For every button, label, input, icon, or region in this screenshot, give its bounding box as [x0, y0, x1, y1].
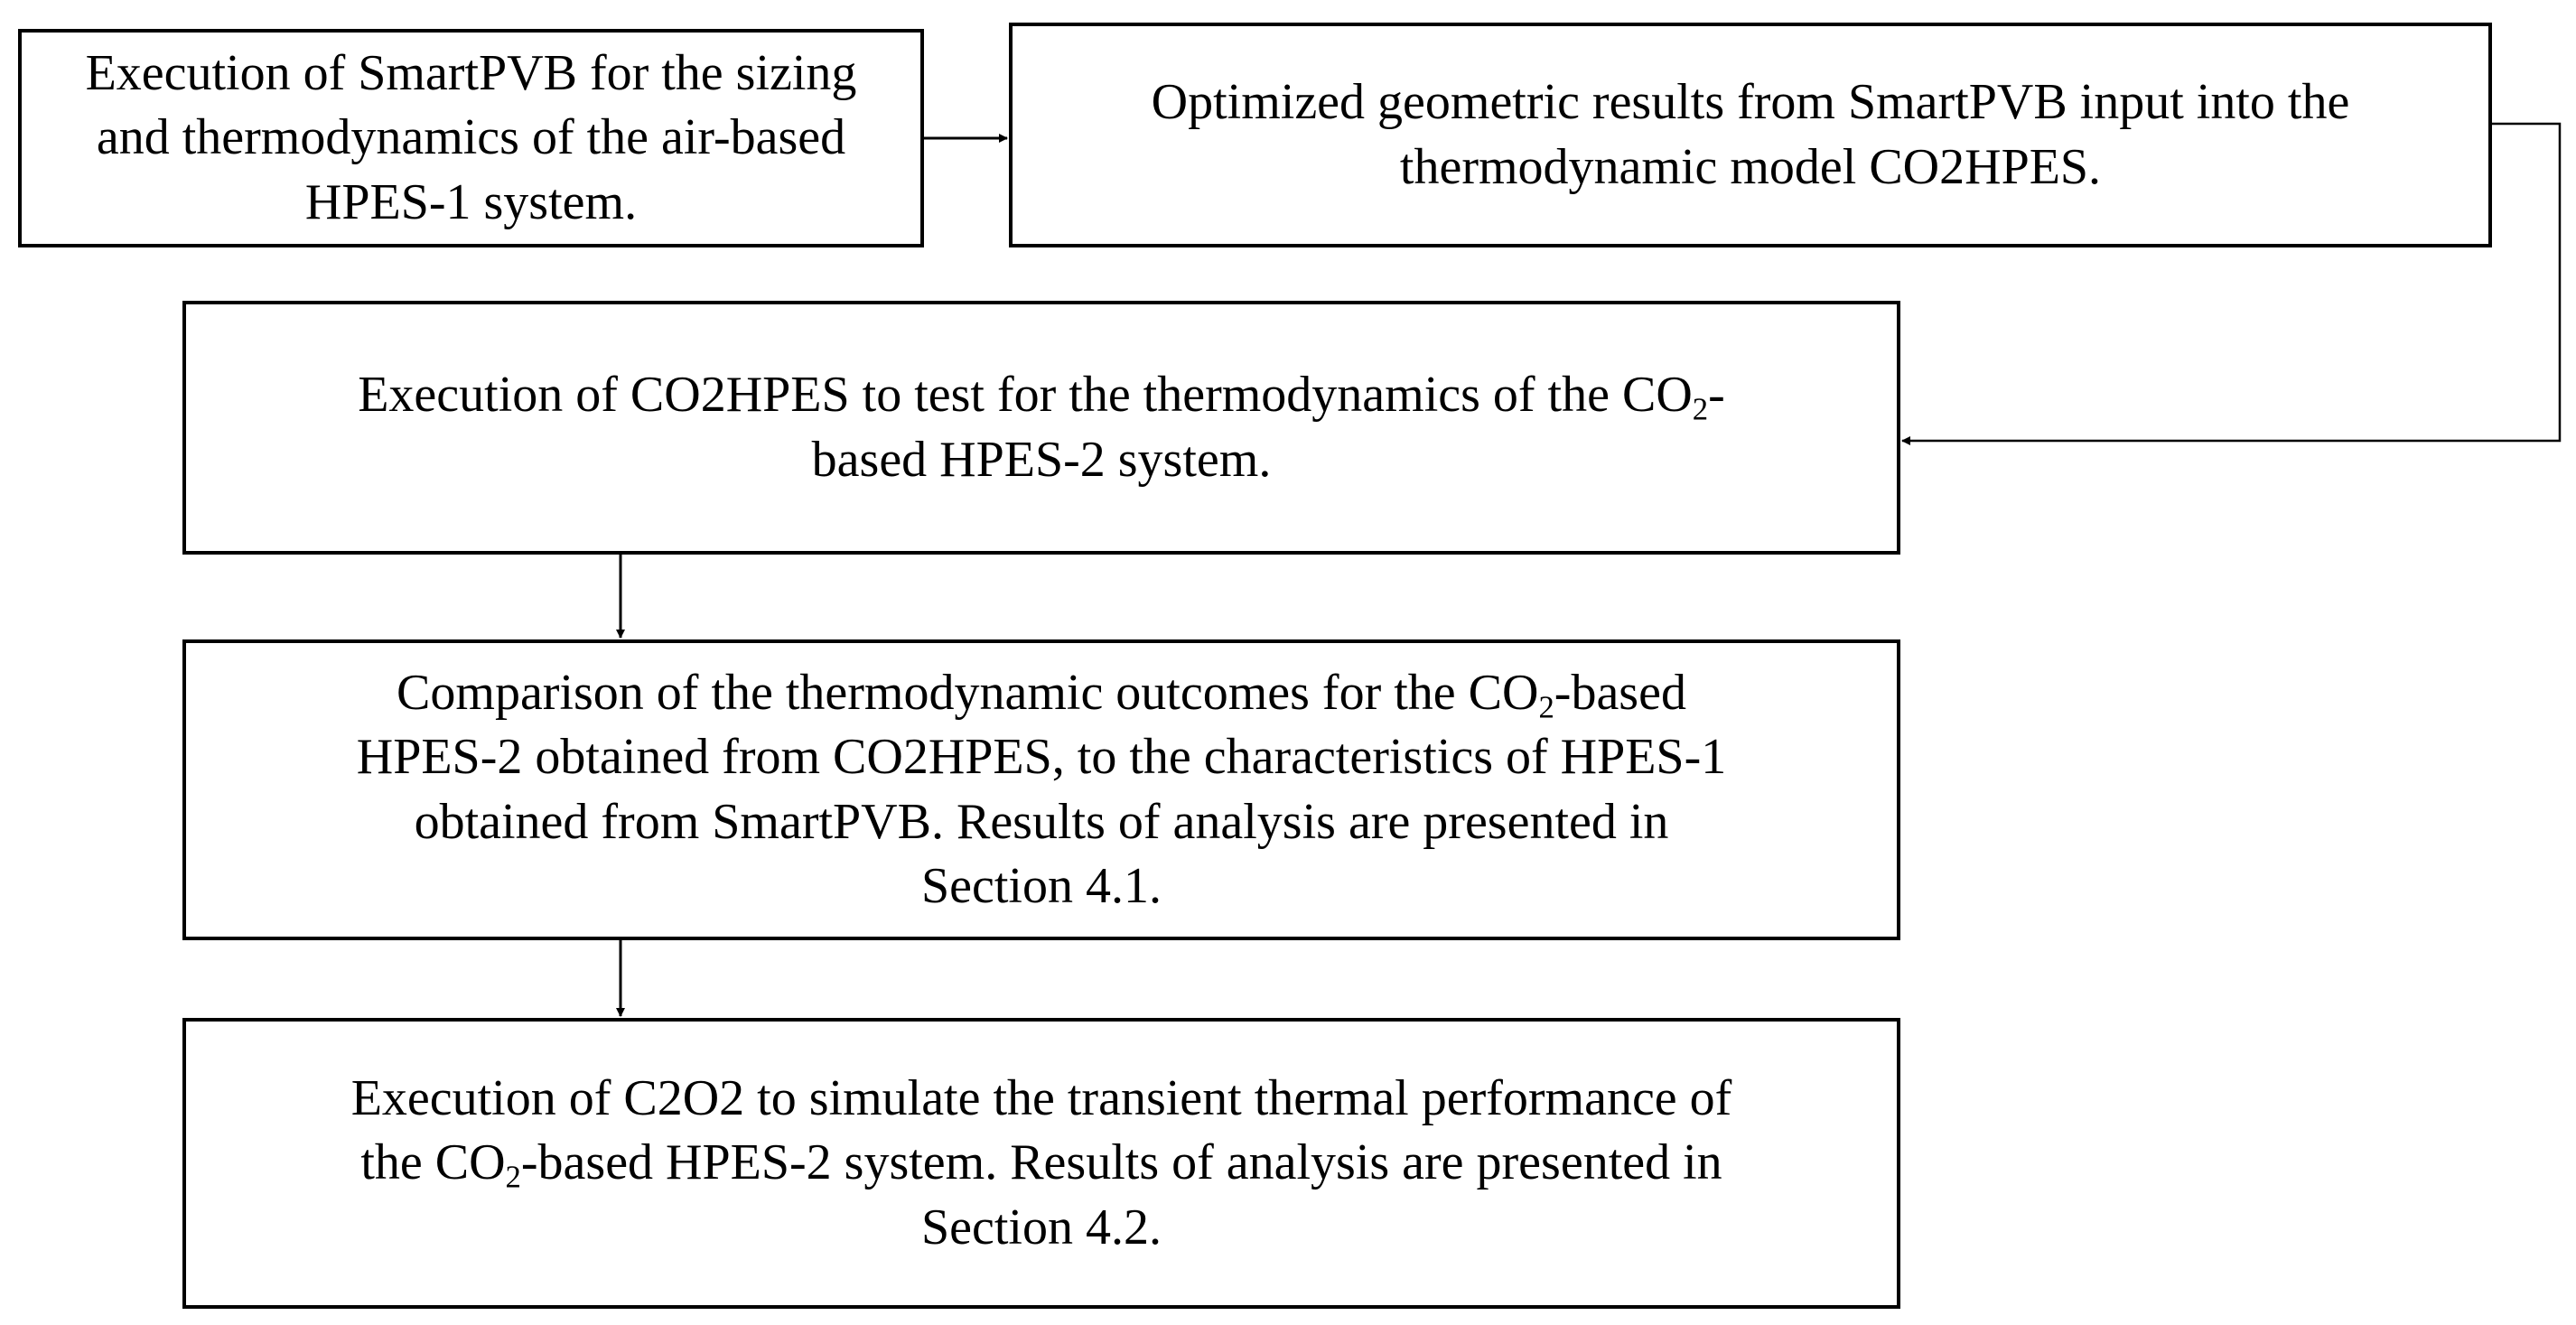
- step-1-text: [86, 42, 857, 234]
- text-segment: HPES-1 system.: [304, 173, 638, 230]
- step-5-text: [351, 1067, 1732, 1259]
- step-2-box: [1009, 23, 2492, 247]
- text-segment: the CO: [360, 1134, 506, 1191]
- step-2-text: [1152, 70, 2350, 199]
- step-4-box: [182, 639, 1900, 940]
- text-segment: Execution of SmartPVB for the sizing: [85, 45, 857, 102]
- text-segment: based HPES-2 system.: [811, 431, 1272, 488]
- text-segment: HPES-2 obtained from CO2HPES, to the characteristics of HPES-1: [356, 729, 1727, 786]
- subscript-text: 2: [1538, 690, 1554, 725]
- text-segment: Section 4.1.: [921, 857, 1162, 914]
- text-segment: Comparison of the thermodynamic outcomes for the CO: [397, 665, 1539, 722]
- text-segment: -: [1708, 367, 1725, 424]
- text-segment: -based: [1554, 665, 1686, 722]
- step-1-box: [18, 29, 924, 247]
- step-5-box: [182, 1018, 1900, 1309]
- step-4-text: [357, 661, 1726, 918]
- step-3-text: [358, 363, 1725, 491]
- text-segment: Execution of CO2HPES to test for the thermodynamics of the CO: [358, 367, 1693, 424]
- step-3-box: [182, 301, 1900, 555]
- text-segment: Execution of C2O2 to simulate the transient thermal performance of: [350, 1070, 1732, 1127]
- text-segment: Optimized geometric results from SmartPVB input into the: [1151, 74, 2350, 131]
- text-segment: -based HPES-2 system. Results of analysis are presented in: [520, 1134, 1722, 1191]
- text-segment: thermodynamic model CO2HPES.: [1399, 138, 2102, 195]
- text-segment: Section 4.2.: [921, 1199, 1162, 1255]
- subscript-text: 2: [1692, 392, 1709, 428]
- subscript-text: 2: [505, 1160, 521, 1196]
- text-segment: obtained from SmartPVB. Results of analysis are presented in: [414, 793, 1669, 850]
- text-segment: and thermodynamics of the air-based: [96, 109, 846, 166]
